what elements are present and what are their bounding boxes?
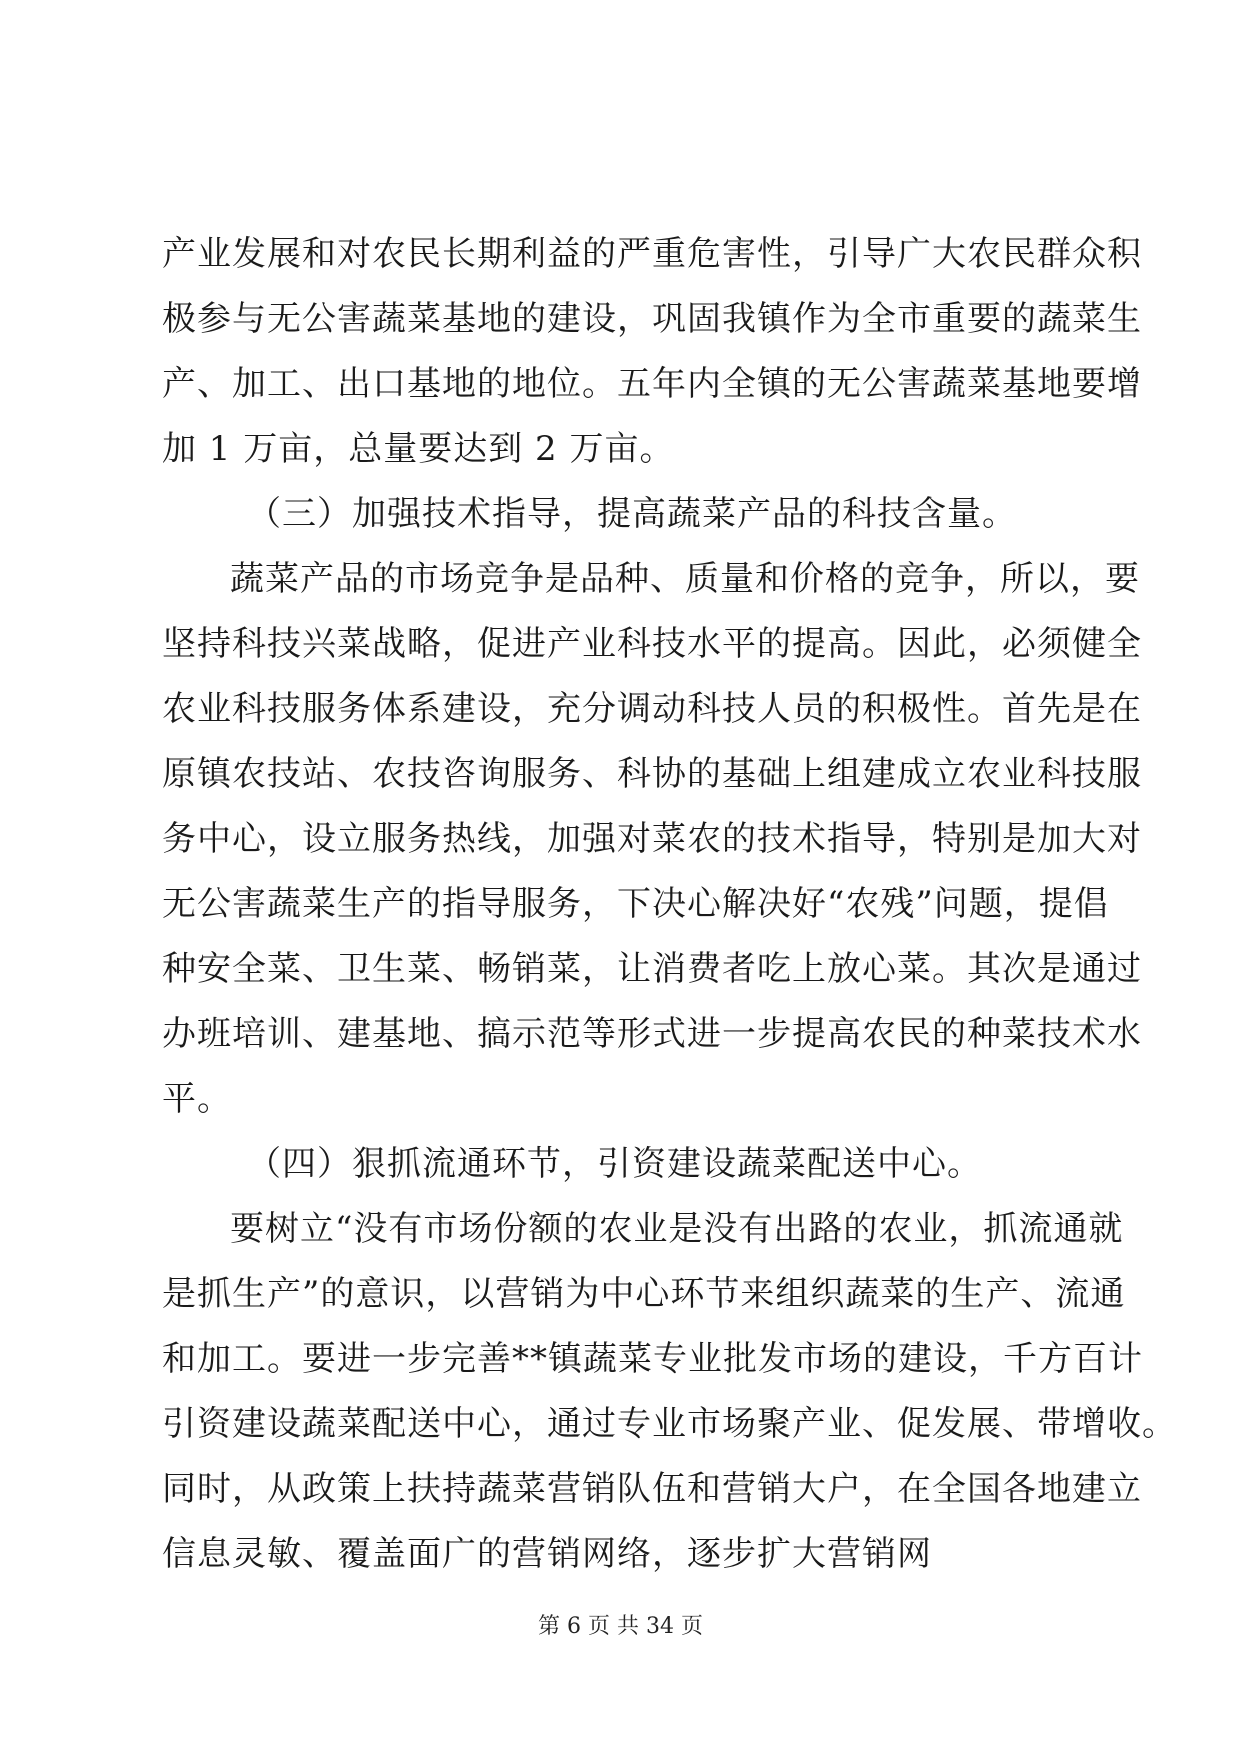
paragraph-line: 极参与无公害蔬菜基地的建设，巩固我镇作为全市重要的蔬菜生 xyxy=(162,299,1142,339)
paragraph-line: 坚持科技兴菜战略，促进产业科技水平的提高。因此，必须健全 xyxy=(162,624,1142,664)
paragraph-line: 务中心，设立服务热线，加强对菜农的技术指导，特别是加大对 xyxy=(162,819,1142,859)
paragraph-line: 和加工。要进一步完善**镇蔬菜专业批发市场的建设，千方百计 xyxy=(162,1339,1143,1379)
paragraph-line: 平。 xyxy=(162,1079,232,1119)
paragraph-line: 办班培训、建基地、搞示范等形式进一步提高农民的种菜技术水 xyxy=(162,1014,1142,1054)
paragraph-line: 同时，从政策上扶持蔬菜营销队伍和营销大户，在全国各地建立 xyxy=(162,1469,1142,1509)
paragraph-line: 引资建设蔬菜配送中心，通过专业市场聚产业、促发展、带增收。 xyxy=(162,1404,1177,1444)
section-heading: （三）加强技术指导，提高蔬菜产品的科技含量。 xyxy=(247,494,1017,534)
paragraph-line: 产业发展和对农民长期利益的严重危害性，引导广大农民群众积 xyxy=(162,234,1142,274)
paragraph-line: 无公害蔬菜生产的指导服务，下决心解决好“农残”问题，提倡 xyxy=(162,884,1109,924)
section-heading: （四）狠抓流通环节，引资建设蔬菜配送中心。 xyxy=(247,1144,982,1184)
paragraph-line: 是抓生产”的意识，以营销为中心环节来组织蔬菜的生产、流通 xyxy=(162,1274,1126,1314)
document-body xyxy=(162,222,1177,1587)
paragraph-line: 农业科技服务体系建设，充分调动科技人员的积极性。首先是在 xyxy=(162,689,1142,729)
paragraph-line: 产、加工、出口基地的地位。五年内全镇的无公害蔬菜基地要增 xyxy=(162,364,1142,404)
paragraph-line: 信息灵敏、覆盖面广的营销网络，逐步扩大营销网 xyxy=(162,1534,932,1574)
paragraph-line: 加 1 万亩，总量要达到 2 万亩。 xyxy=(162,429,675,469)
paragraph-line: 蔬菜产品的市场竞争是品种、质量和价格的竞争，所以，要 xyxy=(230,559,1140,599)
paragraph-line: 原镇农技站、农技咨询服务、科协的基础上组建成立农业科技服 xyxy=(162,754,1142,794)
page-number-footer: 第 6 页 共 34 页 xyxy=(538,1614,703,1639)
paragraph-line: 种安全菜、卫生菜、畅销菜，让消费者吃上放心菜。其次是通过 xyxy=(162,949,1142,989)
paragraph-line: 要树立“没有市场份额的农业是没有出路的农业，抓流通就 xyxy=(230,1209,1124,1249)
